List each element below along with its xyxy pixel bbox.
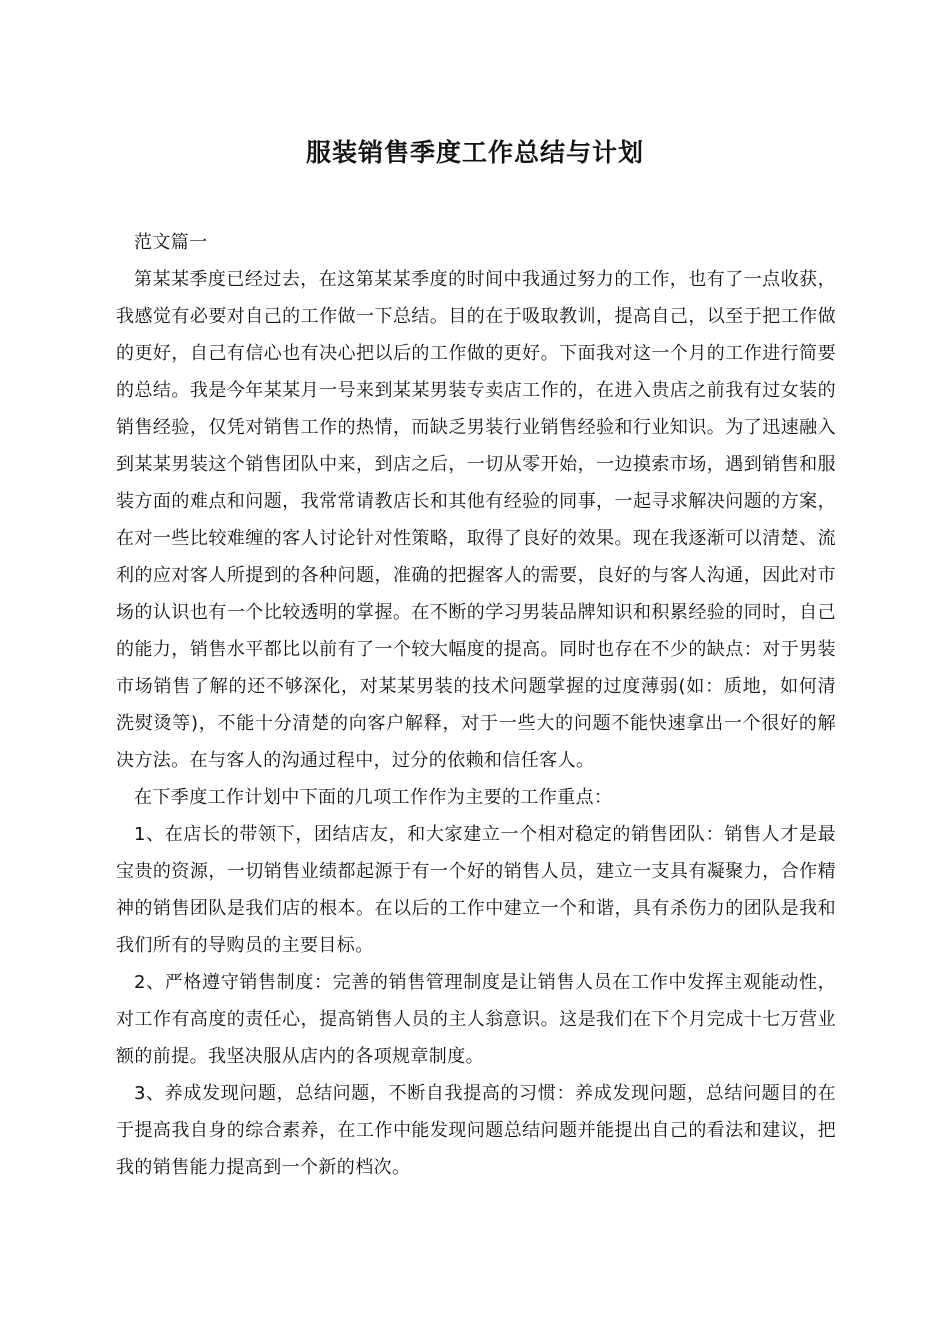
paragraph-plan-item-3: 3、养成发现问题，总结问题，不断自我提高的习惯：养成发现问题，总结问题目的在于提高我自身的综合素养，在工作中能发现问题总结问题并能提出自己的看法和建议，把我的销售能力提高到一个新的档次。 [116, 1083, 836, 1178]
document-title: 服装销售季度工作总结与计划 [305, 138, 644, 167]
paragraph-summary: 第某某季度已经过去，在这第某某季度的时间中我通过努力的工作，也有了一点收获，我感觉有必要对自己的工作做一下总结。目的在于吸取教训，提高自己，以至于把工作做的更好，自己有信心也有决心把以后的工作做的更好。下面我对这一个月的工作进行简要的总结。我是今年某某月一号来到某某男装专卖店工作的，在进入贵店之前我有过女装的销售经验，仅凭对销售工作的热情，而缺乏男装行业销售经验和行业知识。为了迅速融入到某某男装这个销售团队中来，到店之后，一切从零开始，一边摸索市场，遇到销售和服装方面的难点和问题，我常常请教店长和其他有经验的同事，一起寻求解决问题的方案，在对一些比较难缠的客人讨论针对性策略，取得了良好的效果。现在我逐渐可以清楚、流利的应对客人所提到的各种问题，准确的把握客人的需要，良好的与客人沟通，因此对市场的认识也有一个比较透明的掌握。在不断的学习男装品牌知识和积累经验的同时，自己的能力，销售水平都比以前有了一个较大幅度的提高。同时也存在不少的缺点：对于男装市场销售了解的还不够深化，对某某男装的技术问题掌握的过度薄弱(如：质地，如何清洗熨烫等)，不能十分清楚的向客户解释，对于一些大的问题不能快速拿出一个很好的解决方法。在与客人的沟通过程中，过分的依赖和信任客人。 [116, 269, 836, 771]
paragraph-plan-item-1: 1、在店长的带领下，团结店友，和大家建立一个相对稳定的销售团队：销售人才是最宝贵的资源，一切销售业绩都起源于有一个好的销售人员，建立一支具有凝聚力，合作精神的销售团队是我们店的根本。在以后的工作中建立一个和谐，具有杀伤力的团队是我和我们所有的导购员的主要目标。 [116, 824, 836, 956]
document-body [116, 224, 836, 1186]
paragraph-plan-intro: 在下季度工作计划中下面的几项工作作为主要的工作重点： [134, 787, 613, 808]
paragraph-plan-item-2: 2、严格遵守销售制度：完善的销售管理制度是让销售人员在工作中发挥主观能动性，对工作有高度的责任心，提高销售人员的主人翁意识。这是我们在下个月完成十七万营业额的前提。我坚决服从店内的各项规章制度。 [116, 972, 836, 1067]
section-label: 范文篇一 [134, 232, 208, 253]
